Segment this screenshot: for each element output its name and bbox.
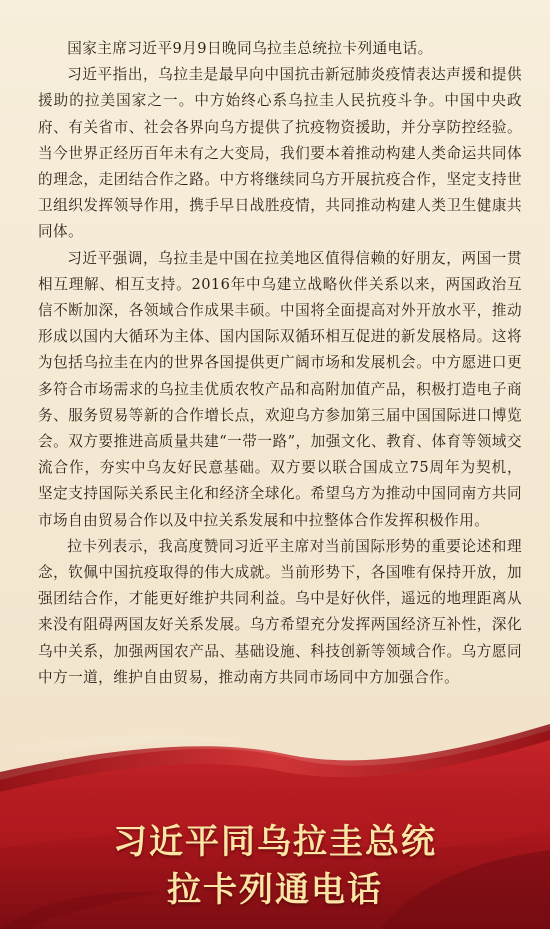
article-paragraph-2: 习近平指出，乌拉圭是最早向中国抗击新冠肺炎疫情表达声援和提供援助的拉美国家之一。中方始终心系乌拉圭人民抗疫斗争。中国中央政府、有关省市、社会各界向乌方提供了抗疫物资援助，并分享防控经验。当今世界正经历百年未有之大变局，我们要本着推动构建人类命运共同体的理念，走团结合作之路。中方将继续同乌方开展抗疫合作，坚定支持世卫组织发挥领导作用，携手早日战胜疫情，共同推动构建人类卫生健康共同体。 — [38, 66, 522, 241]
article-body — [38, 36, 522, 691]
article-paragraph-4: 拉卡列表示，我高度赞同习近平主席对当前国际形势的重要论述和理念，钦佩中国抗疫取得的伟大成就。当前形势下，各国唯有保持开放，加强团结合作，才能更好维护共同利益。乌中是好伙伴，遥远的地理距离从来没有阻碍两国友好关系发展。乌方希望充分发挥两国经济互补性，深化乌中关系，加强两国农产品、基础设施、科技创新等领域合作。乌方愿同中方一道，维护自由贸易，推动南方共同市场同中方加强合作。 — [38, 537, 522, 686]
headline-line-1: 习近平同乌拉圭总统 — [113, 822, 437, 862]
article-paragraph-3: 习近平强调，乌拉圭是中国在拉美地区值得信赖的好朋友，两国一贯相互理解、相互支持。2016年中乌建立战略伙伴关系以来，两国政治互信不断加深，各领域合作成果丰硕。中国将全面提高对外开放水平，推动形成以国内大循环为主体、国内国际双循环相互促进的新发展格局。这将为包括乌拉圭在内的世界各国提供更广阔市场和发展机会。中方愿进口更多符合市场需求的乌拉圭优质农牧产品和高附加值产品，积极打造电子商务、服务贸易等新的合作增长点，欢迎乌方参加第三届中国国际进口博览会。双方要推进高质量共建“一带一路”，加强文化、教育、体育等领域交流合作，夯实中乌友好民意基础。双方要以联合国成立75周年为契机，坚定支持国际关系民主化和经济全球化。希望乌方为推动中国同南方共同市场自由贸易合作以及中拉关系发展和中拉整体合作发挥积极作用。 — [38, 249, 522, 529]
headline-line-2: 拉卡列通电话 — [167, 870, 383, 910]
article-paragraph-1: 国家主席习近平9月9日晚同乌拉圭总统拉卡列通电话。 — [67, 40, 433, 57]
